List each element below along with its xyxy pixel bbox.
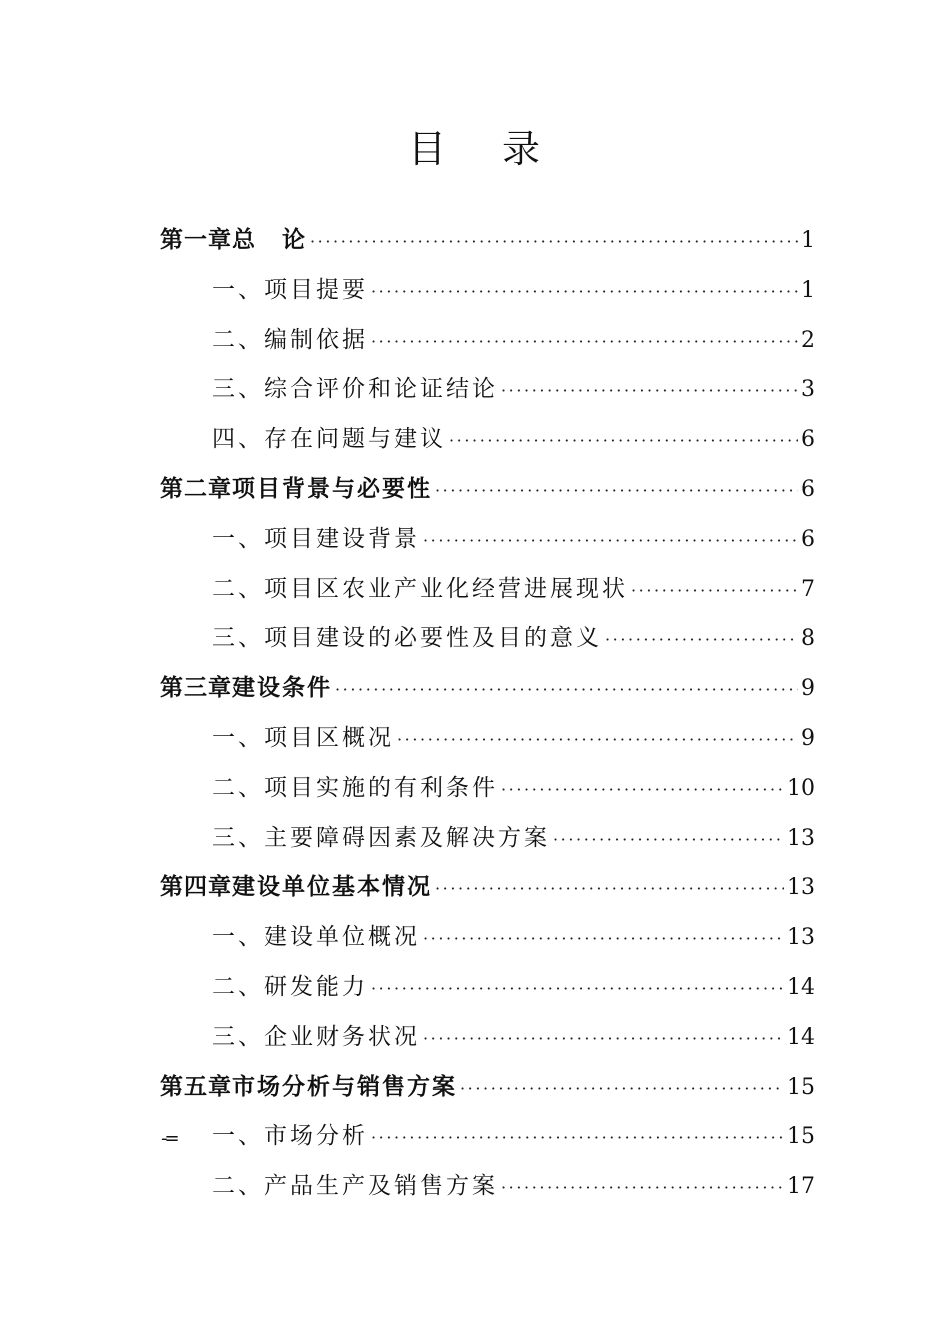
toc-section-row[interactable] <box>160 1162 815 1212</box>
page-number: 13 <box>787 825 815 851</box>
dot-leader <box>310 217 798 267</box>
section-title: 一、项目区概况 <box>212 724 394 751</box>
dot-leader <box>501 1163 784 1213</box>
page-number: 14 <box>787 974 815 1000</box>
dot-leader <box>423 1014 784 1064</box>
toc-section-row[interactable] <box>160 814 815 864</box>
toc-section-row[interactable] <box>160 316 815 366</box>
page-number: 1 <box>801 228 815 253</box>
dot-leader <box>423 516 798 566</box>
dot-leader <box>501 765 784 815</box>
toc-section-row[interactable] <box>160 515 815 565</box>
section-title: 一、市场分析 <box>212 1123 368 1150</box>
toc-section-row[interactable] <box>160 1112 815 1162</box>
page-number: 13 <box>787 875 815 901</box>
chapter-title: 建设单位基本情况 <box>232 874 432 901</box>
page-number: 7 <box>801 576 815 602</box>
toc-chapter-row[interactable] <box>160 863 815 913</box>
page-number: 15 <box>787 1074 815 1100</box>
section-title: 二、研发能力 <box>212 973 368 1000</box>
toc-chapter-row[interactable] <box>160 664 815 714</box>
dot-leader <box>435 864 784 914</box>
toc-chapter-row[interactable] <box>160 465 815 515</box>
stray-mark: -= <box>161 1128 177 1149</box>
dot-leader <box>371 964 784 1014</box>
toc-section-row[interactable] <box>160 714 815 764</box>
section-title: 二、项目区农业产业化经营进展现状 <box>212 575 628 602</box>
chapter-title: 市场分析与销售方案 <box>232 1073 457 1100</box>
section-title: 二、编制依据 <box>212 326 368 353</box>
dot-leader <box>631 566 798 616</box>
section-title: 三、综合评价和论证结论 <box>212 376 498 403</box>
page-number: 14 <box>787 1024 815 1050</box>
chapter-number: 第五章 <box>160 1073 232 1100</box>
chapter-number: 第四章 <box>160 874 232 901</box>
page-number: 15 <box>787 1124 815 1150</box>
page-number: 6 <box>801 427 815 453</box>
section-title: 四、存在问题与建议 <box>212 426 446 453</box>
dot-leader <box>605 615 798 665</box>
toc-section-row[interactable] <box>160 1013 815 1063</box>
section-title: 三、项目建设的必要性及目的意义 <box>212 625 602 652</box>
page-number: 2 <box>801 327 815 353</box>
toc-section-row[interactable] <box>160 614 815 664</box>
dot-leader <box>460 1064 784 1114</box>
section-title: 二、产品生产及销售方案 <box>212 1173 498 1200</box>
dot-leader <box>553 815 784 865</box>
page-number: 8 <box>801 626 815 652</box>
chapter-title: 总 论 <box>232 227 307 253</box>
page-title: 目 录 <box>407 127 563 171</box>
dot-leader <box>371 1113 784 1163</box>
page-number: 3 <box>801 377 815 403</box>
page-number: 17 <box>787 1174 815 1200</box>
dot-leader <box>371 317 798 367</box>
page-number: 10 <box>787 775 815 801</box>
toc-section-row[interactable] <box>160 913 815 963</box>
toc-section-row[interactable] <box>160 565 815 615</box>
page-number: 9 <box>801 725 815 751</box>
chapter-number: 第一章 <box>160 227 232 253</box>
dot-leader <box>397 715 798 765</box>
page-number: 13 <box>787 925 815 951</box>
section-title: 一、建设单位概况 <box>212 924 420 951</box>
dot-leader <box>501 366 798 416</box>
dot-leader <box>449 416 798 466</box>
section-title: 一、项目提要 <box>212 276 368 303</box>
dot-leader <box>335 665 798 715</box>
page-number: 6 <box>801 476 815 502</box>
chapter-title: 建设条件 <box>232 675 332 702</box>
section-title: 二、项目实施的有利条件 <box>212 774 498 801</box>
section-title: 三、企业财务状况 <box>212 1023 420 1050</box>
section-title: 一、项目建设背景 <box>212 525 420 552</box>
toc-chapter-row[interactable] <box>160 1063 815 1113</box>
toc-section-row[interactable] <box>160 963 815 1013</box>
toc-section-row[interactable] <box>160 764 815 814</box>
toc-chapter-row[interactable] <box>160 216 815 266</box>
page-number: 9 <box>801 676 815 702</box>
section-title: 三、主要障碍因素及解决方案 <box>212 824 550 851</box>
toc-section-row[interactable] <box>160 365 815 415</box>
chapter-number: 第三章 <box>160 675 232 702</box>
chapter-number: 第二章 <box>160 475 232 502</box>
chapter-title: 项目背景与必要性 <box>232 475 432 502</box>
table-of-contents <box>160 216 815 1212</box>
toc-section-row[interactable] <box>160 266 815 316</box>
dot-leader <box>423 914 784 964</box>
toc-section-row[interactable] <box>160 415 815 465</box>
dot-leader <box>435 466 798 516</box>
page-number: 6 <box>801 526 815 552</box>
page-number: 1 <box>801 277 815 303</box>
dot-leader <box>371 267 798 317</box>
